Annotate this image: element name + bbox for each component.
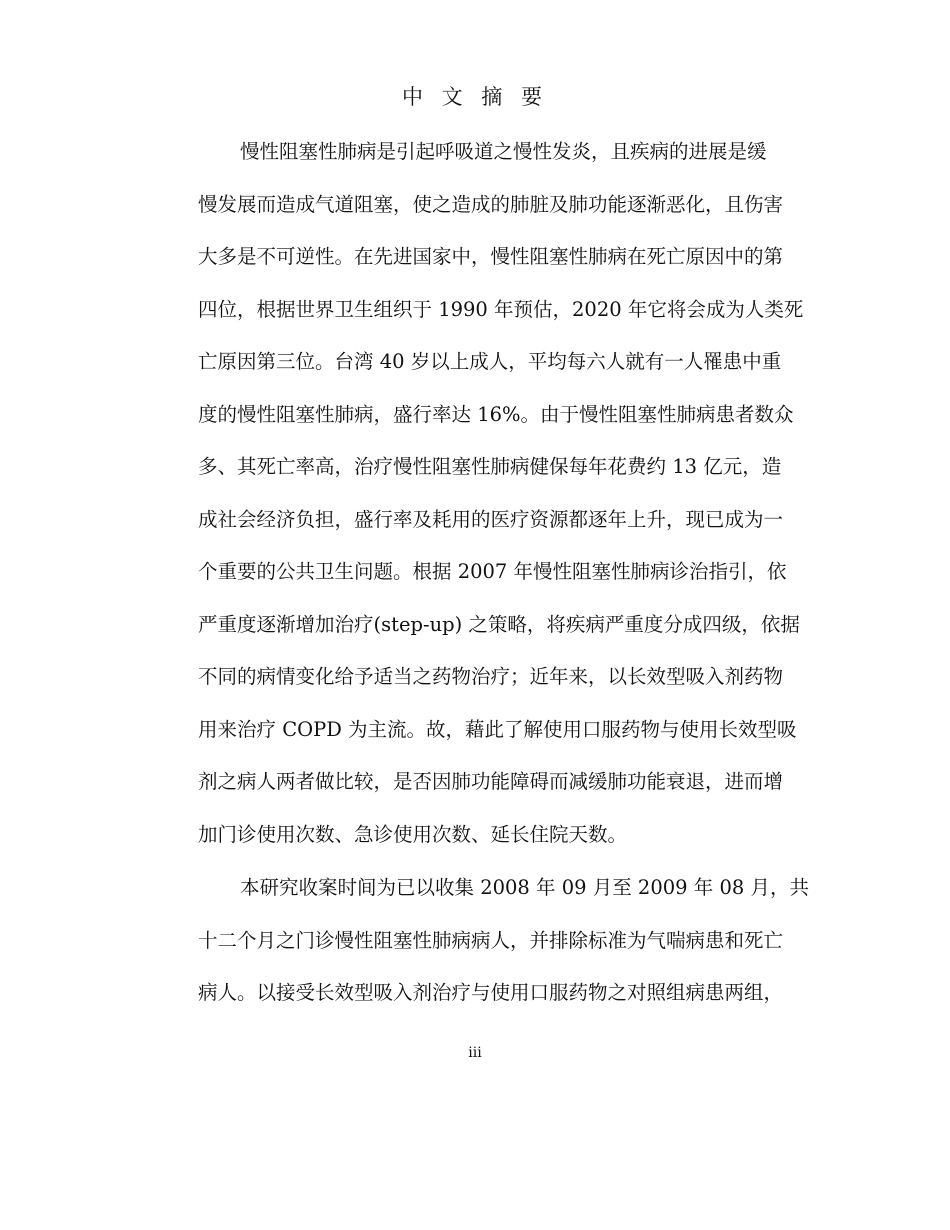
paragraph-line: 四位，根据世界卫生组织于 1990 年预估，2020 年它将会成为人类死 bbox=[198, 297, 804, 321]
paragraph-line: 用来治疗 COPD 为主流。故，藉此了解使用口服药物与使用长效型吸 bbox=[198, 717, 797, 741]
paragraph-2 bbox=[198, 862, 810, 1020]
paragraph-line: 成社会经济负担，盛行率及耗用的医疗资源都逐年上升，现已成为一 bbox=[198, 507, 784, 531]
abstract-title: 中 文 摘 要 bbox=[401, 85, 549, 109]
paragraph-1 bbox=[198, 126, 810, 861]
paragraph-line: 慢性阻塞性肺病是引起呼吸道之慢性发炎，且疾病的进展是缓 bbox=[240, 140, 767, 163]
paragraph-line: 度的慢性阻塞性肺病，盛行率达 16%。由于慢性阻塞性肺病患者数众 bbox=[198, 402, 794, 426]
paragraph-line: 个重要的公共卫生问题。根据 2007 年慢性阻塞性肺病诊治指引，依 bbox=[198, 560, 787, 583]
paragraph-line: 亡原因第三位。台湾 40 岁以上成人，平均每六人就有一人罹患中重 bbox=[198, 350, 782, 373]
paragraph-line: 大多是不可逆性。在先进国家中，慢性阻塞性肺病在死亡原因中的第 bbox=[198, 245, 784, 268]
paragraph-line: 本研究收案时间为已以收集 2008 年 09 月至 2009 年 08 月，共 bbox=[240, 876, 809, 899]
paragraph-line: 严重度逐渐增加治疗(step-up) 之策略，将疾病严重度分成四级，依据 bbox=[198, 612, 800, 636]
paragraph-line: 加门诊使用次数、急诊使用次数、延长住院天数。 bbox=[198, 822, 628, 846]
paragraph-line: 剂之病人两者做比较，是否因肺功能障碍而减缓肺功能衰退，进而增 bbox=[198, 770, 784, 793]
paragraph-line: 多、其死亡率高，治疗慢性阻塞性肺病健保每年花费约 13 亿元，造 bbox=[198, 455, 782, 478]
page-number: iii bbox=[468, 1045, 482, 1061]
paragraph-line: 十二个月之门诊慢性阻塞性肺病病人，并排除标准为气喘病患和死亡 bbox=[198, 928, 784, 952]
paragraph-line: 慢发展而造成气道阻塞，使之造成的肺脏及肺功能逐渐恶化，且伤害 bbox=[198, 192, 784, 216]
paragraph-line: 病人。以接受长效型吸入剂治疗与使用口服药物之对照组病患两组， bbox=[198, 981, 784, 1004]
paragraph-line: 不同的病情变化给予适当之药物治疗；近年来，以长效型吸入剂药物 bbox=[198, 665, 784, 688]
